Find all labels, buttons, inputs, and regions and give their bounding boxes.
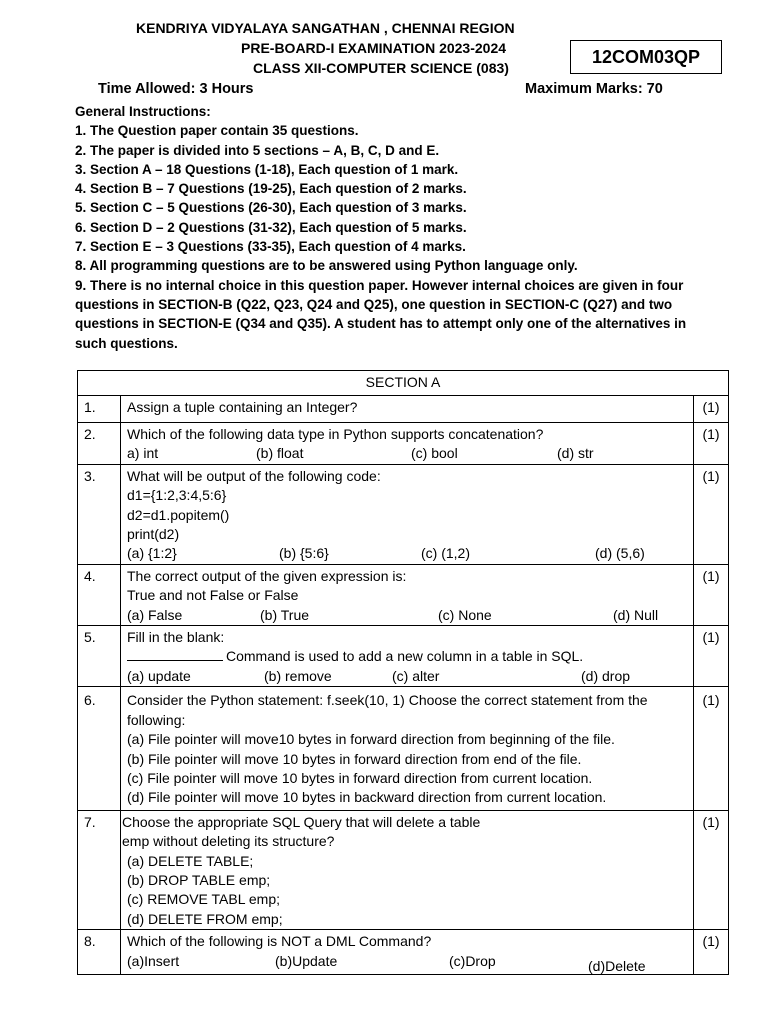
section-header-row <box>78 371 729 396</box>
question-body <box>121 564 694 625</box>
blank-text: Command is used to add a new column in a table in SQL. <box>226 648 584 665</box>
question-number: 4. <box>78 564 121 625</box>
question-text-line: Choose the appropriate SQL Query that will delete a table <box>122 813 481 830</box>
choice-line: (a) DELETE TABLE; <box>127 852 254 869</box>
instruction-item: 5. Section C – 5 Questions (26-30), Each question of 3 marks. <box>75 200 467 216</box>
question-marks: (1) <box>694 423 729 465</box>
question-marks: (1) <box>694 930 729 975</box>
option: (a) {1:2} <box>127 545 177 562</box>
option: (b)Update <box>275 952 338 969</box>
question-text: Which of the following data type in Python supports concatenation? <box>127 426 544 442</box>
option: (d) (5,6) <box>595 545 645 562</box>
code-line: d2=d1.popitem() <box>127 506 230 523</box>
class-subject: CLASS XII-COMPUTER SCIENCE (083) <box>253 60 509 76</box>
options-row <box>127 444 687 463</box>
option: a) int <box>127 445 159 462</box>
question-text: Assign a tuple containing an Integer? <box>121 396 694 423</box>
exam-title: PRE-BOARD-I EXAMINATION 2023-2024 <box>241 40 507 56</box>
question-text: Consider the Python statement: f.seek(10, 1) Choose the correct statement from the following: <box>127 692 648 728</box>
option: (b) remove <box>264 667 332 684</box>
question-row <box>78 687 729 810</box>
choice-line: (c) REMOVE TABL emp; <box>127 891 280 908</box>
instruction-item: 2. The paper is divided into 5 sections – A, B, C, D and E. <box>75 142 440 158</box>
choice-line: (d) DELETE FROM emp; <box>127 910 283 927</box>
question-number: 3. <box>78 464 121 564</box>
question-marks: (1) <box>694 396 729 423</box>
instruction-item: 7. Section E – 3 Questions (33-35), Each question of 4 marks. <box>75 239 466 255</box>
question-number: 5. <box>78 626 121 687</box>
question-number: 6. <box>78 687 121 810</box>
expression-line: True and not False or False <box>127 587 299 604</box>
code-line: d1={1:2,3:4,5:6} <box>127 487 227 504</box>
option: (d) Null <box>613 606 659 623</box>
question-number: 7. <box>78 810 121 929</box>
instruction-item: 9. There is no internal choice in this question paper. However internal choices are given in four questions in SECTION-B (Q22, Q23, Q24 and Q25), one question in SECTION-C (Q27) and two questions in SECTION-E (Q34 and Q35). A student has to attempt only one of the alternatives in such questions. <box>75 277 687 351</box>
question-marks: (1) <box>694 687 729 810</box>
question-row <box>78 464 729 564</box>
question-number: 8. <box>78 930 121 975</box>
question-body <box>121 464 694 564</box>
option: (b) True <box>260 606 310 623</box>
question-body <box>121 810 694 929</box>
options-row <box>127 606 687 625</box>
choice-line: (c) File pointer will move 10 bytes in forward direction from current location. <box>127 769 593 786</box>
instruction-item: 1. The Question paper contain 35 questions. <box>75 123 359 139</box>
section-a-table <box>77 370 729 975</box>
instruction-item: 6. Section D – 2 Questions (31-32), Each question of 5 marks. <box>75 219 467 235</box>
question-marks: (1) <box>694 626 729 687</box>
options-row <box>127 667 687 686</box>
question-text: Fill in the blank: <box>127 629 225 646</box>
question-body <box>121 930 694 975</box>
paper-code-box <box>570 40 722 74</box>
question-row <box>78 930 729 975</box>
options-row <box>127 544 687 563</box>
code-line: print(d2) <box>127 526 180 543</box>
option: (d)Delete <box>588 957 646 974</box>
answer-blank <box>127 648 223 661</box>
maximum-marks: Maximum Marks: 70 <box>525 81 663 97</box>
option: (a) False <box>127 606 183 623</box>
question-text: The correct output of the given expression is: <box>127 567 407 584</box>
question-body <box>121 423 694 465</box>
paper-code: 12COM03QP <box>591 46 701 67</box>
choice-line: (b) File pointer will move 10 bytes in forward direction from end of the file. <box>127 750 582 767</box>
instruction-item: 4. Section B – 7 Questions (19-25), Each question of 2 marks. <box>75 181 467 197</box>
option: (a) update <box>127 667 191 684</box>
option: (a)Insert <box>127 952 180 969</box>
question-marks: (1) <box>694 464 729 564</box>
question-number: 1. <box>78 396 121 423</box>
choice-line: (a) File pointer will move10 bytes in forward direction from beginning of the file. <box>127 731 615 748</box>
question-row <box>78 810 729 929</box>
option: (d) str <box>557 445 594 462</box>
question-text: Which of the following is NOT a DML Command? <box>127 933 432 950</box>
question-text-line: emp without deleting its structure? <box>122 833 335 850</box>
question-marks: (1) <box>694 810 729 929</box>
time-allowed: Time Allowed: 3 Hours <box>98 81 254 97</box>
option: (b) {5:6} <box>279 545 329 562</box>
question-marks: (1) <box>694 564 729 625</box>
instruction-item: 3. Section A – 18 Questions (1-18), Each question of 1 mark. <box>75 161 459 177</box>
question-row <box>78 396 729 423</box>
option: (c) None <box>438 606 492 623</box>
choice-line: (d) File pointer will move 10 bytes in backward direction from current location. <box>127 789 607 806</box>
choice-line: (b) DROP TABLE emp; <box>127 871 271 888</box>
section-title: SECTION A <box>78 371 729 396</box>
option: (c)Drop <box>449 952 496 969</box>
org-title: KENDRIYA VIDYALAYA SANGATHAN , CHENNAI REGION <box>136 20 515 36</box>
option: (c) bool <box>411 445 458 462</box>
fill-blank-line <box>127 647 687 666</box>
question-text: What will be output of the following code: <box>127 467 381 484</box>
question-body <box>121 687 694 810</box>
instructions-title: General Instructions: <box>75 104 211 119</box>
question-row <box>78 423 729 465</box>
general-instructions <box>75 102 715 353</box>
question-body <box>121 626 694 687</box>
options-row <box>127 952 687 974</box>
question-row <box>78 564 729 625</box>
option: (c) alter <box>392 667 440 684</box>
question-number: 2. <box>78 423 121 465</box>
question-row <box>78 626 729 687</box>
option: (b) float <box>256 445 304 462</box>
instruction-item: 8. All programming questions are to be answered using Python language only. <box>75 258 578 274</box>
option: (d) drop <box>581 667 631 684</box>
option: (c) (1,2) <box>421 545 470 562</box>
